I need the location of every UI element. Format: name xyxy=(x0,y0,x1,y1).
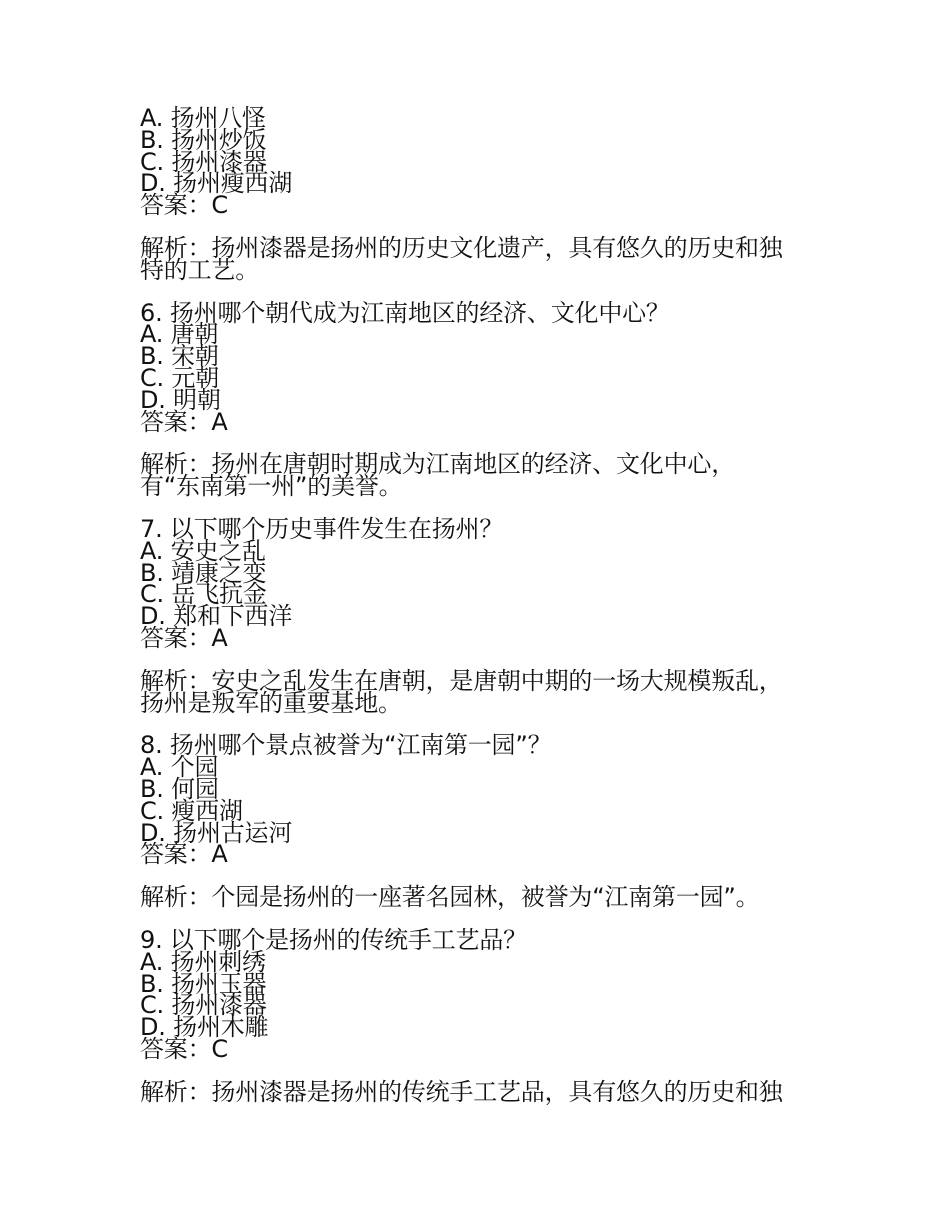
explanation-line: 特的工艺。 xyxy=(140,255,259,284)
option-a: A. 扬州刺绣 xyxy=(140,947,266,976)
option-d: D. 明朝 xyxy=(140,385,221,414)
explanation-line: 有“东南第一州”的美誉。 xyxy=(140,472,403,501)
option-a: A. 扬州八怪 xyxy=(140,104,266,132)
option-d: D. 郑和下西洋 xyxy=(140,602,293,631)
option-b: B. 靖康之变 xyxy=(140,558,267,587)
question-block xyxy=(140,104,830,303)
answer: 答案：A xyxy=(140,407,228,436)
answer: 答案：A xyxy=(140,623,228,652)
question-text: 9. 以下哪个是扬州的传统手工艺品？ xyxy=(140,925,527,954)
answer: 答案：C xyxy=(140,1034,228,1063)
answer: 答案：C xyxy=(140,191,228,220)
question-block xyxy=(140,298,830,519)
option-d: D. 扬州木雕 xyxy=(140,1013,269,1042)
option-c: C. 岳飞抗金 xyxy=(140,580,267,609)
explanation-line: 解析：扬州漆器是扬州的历史文化遗产，具有悠久的历史和独 xyxy=(140,233,783,262)
option-b: B. 宋朝 xyxy=(140,342,219,371)
option-c: C. 扬州漆器 xyxy=(140,147,267,176)
option-c: C. 瘦西湖 xyxy=(140,796,243,825)
option-c: C. 扬州漆器 xyxy=(140,991,267,1020)
question-block xyxy=(140,925,830,1106)
question-text: 8. 扬州哪个景点被誉为“江南第一园”？ xyxy=(140,731,552,760)
option-c: C. 元朝 xyxy=(140,363,220,392)
option-b: B. 何园 xyxy=(140,774,219,803)
explanation-line: 扬州是叛军的重要基地。 xyxy=(140,688,402,717)
option-a: A. 安史之乱 xyxy=(140,536,266,565)
option-a: A. 唐朝 xyxy=(140,320,219,349)
option-d: D. 扬州瘦西湖 xyxy=(140,169,293,198)
option-b: B. 扬州玉器 xyxy=(140,969,267,998)
question-text: 7. 以下哪个历史事件发生在扬州？ xyxy=(140,514,504,543)
question-block xyxy=(140,731,830,930)
document-content xyxy=(140,104,830,1106)
question-text: 6. 扬州哪个朝代成为江南地区的经济、文化中心？ xyxy=(140,298,670,327)
question-block xyxy=(140,514,830,735)
explanation-line: 解析：扬州在唐朝时期成为江南地区的经济、文化中心， xyxy=(140,450,735,479)
option-d: D. 扬州古运河 xyxy=(140,818,293,847)
explanation-line: 解析：扬州漆器是扬州的传统手工艺品，具有悠久的历史和独 xyxy=(140,1077,783,1106)
explanation-line: 解析：安史之乱发生在唐朝，是唐朝中期的一场大规模叛乱， xyxy=(140,666,783,695)
answer: 答案：A xyxy=(140,840,228,869)
explanation-line: 解析：个园是扬州的一座著名园林，被誉为“江南第一园”。 xyxy=(140,883,760,912)
option-b: B. 扬州炒饭 xyxy=(140,125,267,154)
option-a: A. 个园 xyxy=(140,753,219,782)
